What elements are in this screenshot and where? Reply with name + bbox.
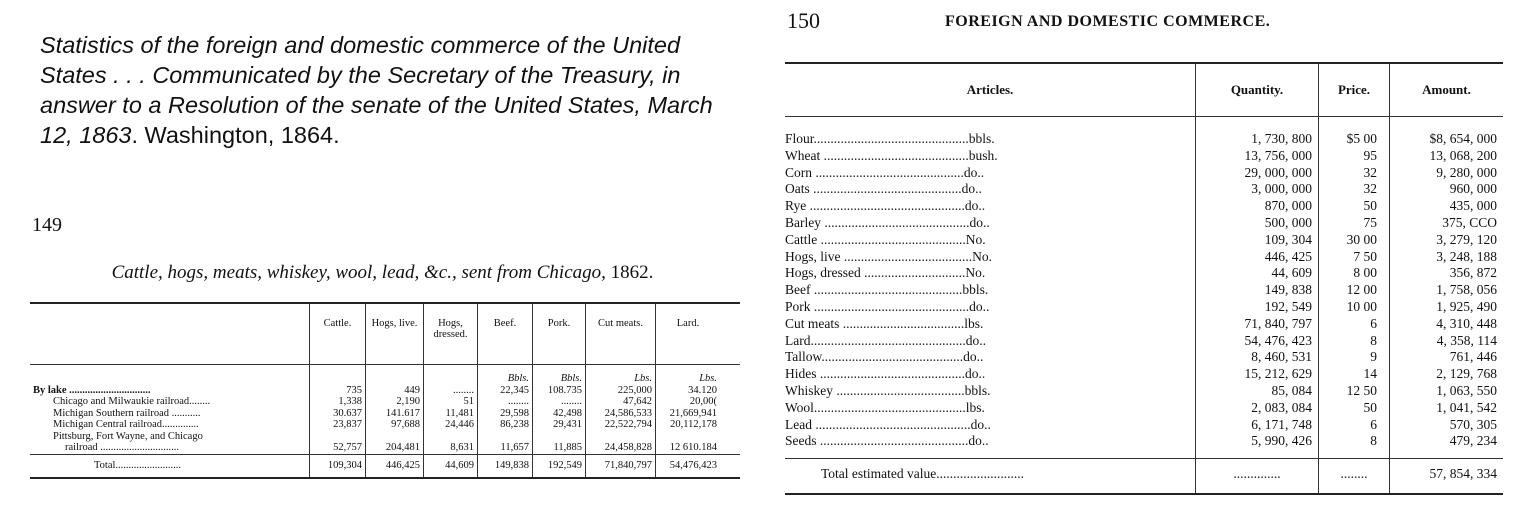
- article-cell: Lard..............................................do..: [785, 332, 986, 348]
- header-cattle: Cattle.: [309, 304, 365, 364]
- price-cell: 50: [1363, 399, 1377, 415]
- amount-cell: 9, 280, 000: [1436, 164, 1497, 180]
- quantity-cell: 1, 730, 800: [1251, 131, 1312, 146]
- total-label: Total.........................: [94, 459, 182, 471]
- total-cell: 109,304: [309, 455, 365, 477]
- price-cell: 8: [1370, 433, 1377, 449]
- article-cell: Corn ............................................do..: [785, 164, 985, 180]
- table-header: [30, 304, 740, 365]
- total-cell: 54,476,423: [655, 455, 720, 477]
- amount-cell: 960, 000: [1449, 181, 1497, 197]
- quantity-cell: 870, 000: [1264, 198, 1312, 214]
- quantity-cell: 500, 000: [1264, 214, 1312, 230]
- price-cell: 32: [1363, 164, 1377, 180]
- cell: 29,598: [500, 407, 529, 419]
- header-amount: Amount.: [1389, 64, 1503, 116]
- article-cell: Barley ...........................................do..: [785, 214, 990, 230]
- amount-cell: 4, 310, 448: [1436, 315, 1497, 331]
- amount-column: [1389, 117, 1503, 458]
- amount-cell: 435, 000: [1449, 198, 1497, 214]
- cell: 11,657: [500, 442, 529, 453]
- cell: 30.637: [333, 407, 362, 419]
- left-table-title-year: 1862.: [610, 262, 654, 283]
- price-cell: 10 00: [1346, 298, 1377, 314]
- amount-cell: 4, 358, 114: [1436, 332, 1497, 348]
- total-cell: 446,425: [365, 455, 423, 477]
- row-label: Chicago and Milwaukie railroad........: [53, 396, 211, 407]
- cell: 51: [463, 396, 474, 407]
- citation-caption: [40, 30, 740, 150]
- cell: 11,885: [553, 442, 582, 453]
- amount-cell: 1, 758, 056: [1436, 282, 1497, 298]
- amount-cell: 13, 068, 200: [1429, 147, 1497, 163]
- article-cell: Hogs, dressed ..............................No.: [785, 265, 986, 281]
- quantity-cell: 85, 084: [1271, 382, 1312, 398]
- price-cell: 8: [1370, 332, 1377, 348]
- right-page-title: FOREIGN AND DOMESTIC COMMERCE.: [945, 13, 1271, 30]
- amount-cell: 1, 063, 550: [1436, 382, 1497, 398]
- unit-label: Lbs.: [634, 373, 652, 384]
- cell: 20,112,178: [670, 419, 717, 430]
- row-label: By lake ...............................: [33, 384, 151, 396]
- quantity-cell: 71, 840, 797: [1244, 315, 1312, 331]
- article-cell: Whiskey ......................................bbls.: [785, 382, 991, 398]
- article-cell: Seeds ............................................do..: [785, 433, 989, 449]
- table-body: [785, 117, 1503, 458]
- citation-title: Statistics of the foreign and domestic commerce of the United States . . . Communicated by the Secretary of the Treasury, in answer to a Resolution of the senate of the United States, March 12, 1863: [40, 32, 713, 148]
- header-hogs-live: Hogs, live.: [365, 304, 423, 364]
- cell: 8,631: [450, 442, 474, 453]
- article-cell: Cattle ...........................................No.: [785, 231, 986, 247]
- cell: ........: [508, 396, 529, 407]
- total-amount: 57, 854, 334: [1389, 459, 1503, 493]
- total-cell: 192,549: [532, 455, 585, 477]
- header-quantity: Quantity.: [1195, 64, 1318, 116]
- amount-cell: 479, 234: [1449, 433, 1497, 449]
- cell: 52,757: [333, 442, 362, 453]
- article-cell: Wheat ...........................................bush.: [785, 147, 998, 163]
- header-lard: Lard.: [655, 304, 720, 364]
- article-cell: Cut meats ....................................lbs.: [785, 315, 984, 331]
- article-cell: Lead ..............................................do..: [785, 416, 991, 432]
- cell: 22,345: [500, 384, 529, 396]
- quantity-cell: 5, 990, 426: [1251, 433, 1312, 449]
- quantity-cell: 8, 460, 531: [1251, 349, 1312, 365]
- total-cell: 149,838: [477, 455, 532, 477]
- cell: 24,458,828: [604, 442, 652, 453]
- page-number-left: 149: [32, 214, 62, 236]
- article-cell: Tallow..........................................do..: [785, 349, 984, 365]
- cell: 1,338: [338, 396, 362, 407]
- row-label: railroad ..............................: [65, 442, 180, 453]
- price-cell: 7 50: [1353, 248, 1377, 264]
- header-pork: Pork.: [532, 304, 585, 364]
- table-header: [785, 64, 1503, 117]
- quantity-cell: 44, 609: [1271, 265, 1312, 281]
- price-cell: 32: [1363, 181, 1377, 197]
- price-cell: 12 50: [1346, 382, 1377, 398]
- unit-label: Bbls.: [507, 373, 529, 384]
- commerce-value-table: [785, 62, 1503, 495]
- price-cell: 14: [1363, 366, 1377, 382]
- page-number-right: 150: [787, 8, 820, 33]
- cell: 97,688: [391, 419, 420, 430]
- price-cell: 30 00: [1346, 231, 1377, 247]
- article-cell: Pork ..............................................do..: [785, 298, 990, 314]
- quantity-cell: 192, 549: [1264, 298, 1312, 314]
- citation-publication: . Washington, 1864.: [131, 122, 340, 148]
- amount-cell: 761, 446: [1449, 349, 1497, 365]
- total-cell: 71,840,797: [585, 455, 655, 477]
- total-quantity: ..............: [1195, 459, 1318, 493]
- cell: 2,190: [396, 396, 420, 407]
- price-cell: 9: [1370, 349, 1377, 365]
- amount-cell: 375, CCO: [1442, 214, 1497, 230]
- articles-column: [785, 117, 1195, 458]
- column-hogs-live: [365, 365, 423, 454]
- price-column: [1318, 117, 1389, 458]
- cell: 204,481: [385, 442, 420, 453]
- left-table-title-text: Cattle, hogs, meats, whiskey, wool, lead, &c., sent from Chicago,: [111, 262, 606, 283]
- cell: 23,837: [333, 419, 362, 430]
- cell: 21,669,941: [669, 407, 717, 419]
- row-label: Pittsburg, Fort Wayne, and Chicago: [53, 430, 203, 442]
- quantity-cell: 54, 476, 423: [1244, 332, 1312, 348]
- amount-cell: 3, 248, 188: [1436, 248, 1497, 264]
- cell: 141.617: [385, 407, 420, 419]
- article-cell: Oats ............................................do..: [785, 181, 982, 197]
- article-cell: Beef ............................................bbls.: [785, 282, 989, 298]
- quantity-column: [1195, 117, 1318, 458]
- column-pork: [532, 365, 585, 454]
- row-label: Michigan Central railroad..............: [53, 419, 199, 430]
- row-labels: [30, 365, 309, 454]
- column-lard: [655, 365, 720, 454]
- quantity-cell: 149, 838: [1264, 282, 1312, 298]
- cell: ........: [453, 384, 474, 396]
- table-body: [30, 365, 740, 454]
- price-cell: 6: [1370, 315, 1377, 331]
- header-cut-meats: Cut meats.: [585, 304, 655, 364]
- quantity-cell: 15, 212, 629: [1244, 366, 1312, 382]
- article-cell: Rye ..............................................do..: [785, 198, 986, 214]
- column-cattle: [309, 365, 365, 454]
- total-cell: 44,609: [423, 455, 477, 477]
- article-cell: Flour..............................................bbls.: [785, 131, 995, 146]
- table-total-row: [785, 458, 1503, 495]
- article-cell: Hides ...........................................do..: [785, 366, 986, 382]
- price-cell: 6: [1370, 416, 1377, 432]
- column-hogs-dressed: [423, 365, 477, 454]
- header-articles: Articles.: [966, 82, 1014, 97]
- amount-cell: 570, 305: [1449, 416, 1497, 432]
- row-label: Michigan Southern railroad ...........: [53, 407, 201, 419]
- unit-label: Lbs.: [699, 373, 717, 384]
- cell: 735: [346, 384, 362, 396]
- cell: 108.735: [547, 384, 582, 396]
- price-cell: 8 00: [1353, 265, 1377, 281]
- quantity-cell: 446, 425: [1264, 248, 1312, 264]
- column-beef: [477, 365, 532, 454]
- cell: 24,446: [445, 419, 474, 430]
- header-price: Price.: [1318, 64, 1389, 116]
- cell: 11,481: [445, 407, 474, 419]
- article-cell: Wool.............................................lbs.: [785, 399, 985, 415]
- cell: 20,00(: [689, 396, 717, 407]
- quantity-cell: 13, 756, 000: [1244, 147, 1312, 163]
- quantity-cell: 3, 000, 000: [1251, 181, 1312, 197]
- quantity-cell: 6, 171, 748: [1251, 416, 1312, 432]
- article-cell: Hogs, live ......................................No.: [785, 248, 992, 264]
- cell: 225,000: [617, 384, 652, 396]
- amount-cell: 3, 279, 120: [1436, 231, 1497, 247]
- cell: 12 610.184: [669, 442, 717, 453]
- header-blank: [30, 304, 309, 364]
- cell: ........: [561, 396, 582, 407]
- quantity-cell: 29, 000, 000: [1244, 164, 1312, 180]
- total-label: Total estimated value..........................: [821, 466, 1025, 482]
- header-beef: Beef.: [477, 304, 532, 364]
- cell: 29,431: [553, 419, 582, 430]
- amount-cell: 2, 129, 768: [1436, 366, 1497, 382]
- total-price: ........: [1318, 459, 1389, 493]
- cell: 86,238: [500, 419, 529, 430]
- cell: 449: [404, 384, 420, 396]
- column-cut-meats: [585, 365, 655, 454]
- left-table-title: [30, 262, 735, 284]
- header-hogs-dressed: Hogs, dressed.: [423, 304, 477, 364]
- price-cell: 50: [1363, 198, 1377, 214]
- unit-label: Bbls.: [560, 373, 582, 384]
- quantity-cell: 2, 083, 084: [1251, 399, 1312, 415]
- price-cell: 75: [1363, 214, 1377, 230]
- amount-cell: $8, 654, 000: [1429, 131, 1497, 146]
- cell: 24,586,533: [604, 407, 652, 419]
- cell: 34.120: [688, 384, 717, 396]
- cell: 22,522,794: [604, 419, 652, 430]
- cell: 47,642: [623, 396, 652, 407]
- amount-cell: 1, 925, 490: [1436, 298, 1497, 314]
- price-cell: $5 00: [1346, 131, 1377, 146]
- chicago-shipments-table: [30, 302, 740, 479]
- quantity-cell: 109, 304: [1264, 231, 1312, 247]
- cell: 42,498: [553, 407, 582, 419]
- price-cell: 95: [1363, 147, 1377, 163]
- table-total-row: [30, 454, 740, 479]
- amount-cell: 1, 041, 542: [1436, 399, 1497, 415]
- price-cell: 12 00: [1346, 282, 1377, 298]
- amount-cell: 356, 872: [1449, 265, 1497, 281]
